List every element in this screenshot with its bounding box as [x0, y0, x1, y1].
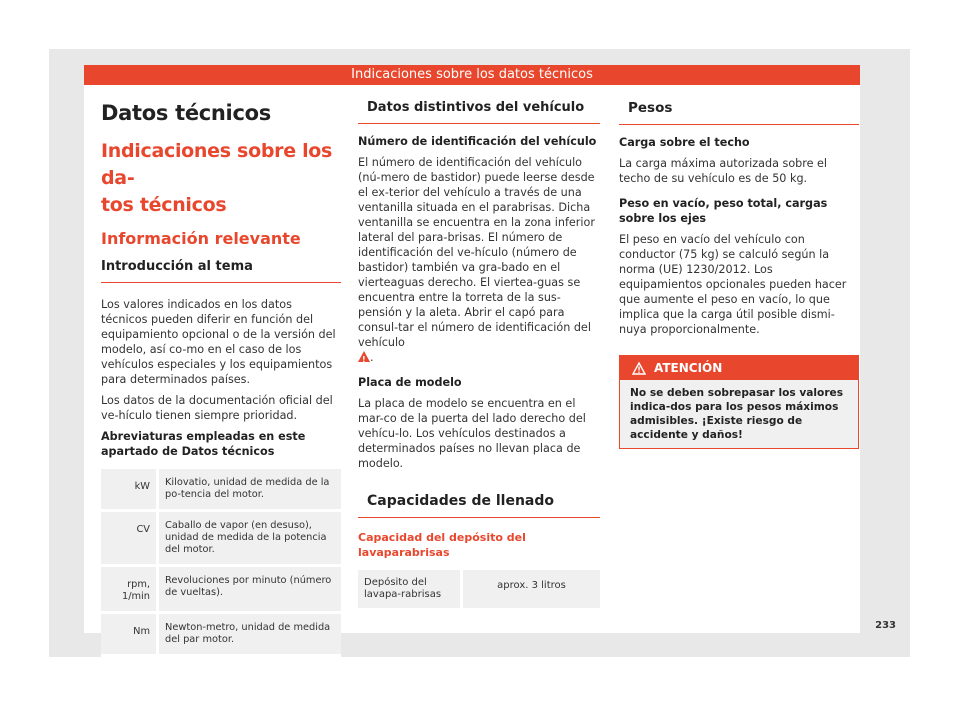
topic-heading: Introducción al tema [101, 257, 341, 283]
intro-paragraph: Los valores indicados en los datos técnicos pueden diferir en función del equipamiento opcional o de la versión del modelo, así co-mo en el caso de los vehículos especiales y los equipamientos para determinados países. [101, 298, 336, 386]
desc-cell: Revoluciones por minuto (número de vueltas). [159, 567, 341, 614]
table-row [101, 567, 341, 614]
plate-paragraph: La placa de modelo se encuentra en el mar-co de la puerta del lado derecho del vehícu-lo. Los vehículos destinados a determinados países no llevan placa de modelo. [358, 397, 586, 470]
header-title: Indicaciones sobre los datos técnicos [84, 65, 860, 85]
subsection-title: Información relevante [101, 229, 301, 248]
capacities-section-title: Capacidades de llenado [358, 493, 600, 518]
table-row [101, 614, 341, 657]
abbreviations-table [101, 469, 341, 657]
warning-header [620, 356, 858, 380]
capacity-label-cell: Depósito del lavapa-rabrisas [358, 570, 463, 611]
vin-title: Número de identificación del vehículo [358, 135, 597, 148]
vehicle-id-section-title: Datos distintivos del vehículo [358, 100, 600, 124]
plate-title: Placa de modelo [358, 376, 462, 389]
washer-title: Capacidad del depósito del lavaparabrisas [358, 531, 526, 559]
desc-cell: Caballo de vapor (en desuso), unidad de medida de la potencia del motor. [159, 512, 341, 567]
section-title [101, 138, 341, 219]
weights-title: Peso en vacío, peso total, cargas sobre los ejes [619, 197, 828, 225]
desc-cell: Newton-metro, unidad de medida del par motor. [159, 614, 341, 657]
warning-icon [358, 351, 370, 362]
right-column [619, 100, 859, 449]
warning-box [619, 355, 859, 449]
abbreviations-title: Abreviaturas empleadas en este apartado de Datos técnicos [101, 430, 306, 458]
vin-text: El número de identificación del vehículo (nú-mero de bastidor) puede leerse desde el ex-terior del vehículo a través de una ventanilla situada en el parabrisas. Dicha ventanilla se encuentra en la zona inferior lateral del para-brisas. El número de identificación del ve-hículo (número de bastidor) también va gra-bado en el vierteaguas derecho. El viertea-guas se encuentra entre la torreta de la sus-pensión y la aleta. Abrir el capó para consul-tar el número de identificación del vehículo [358, 156, 595, 349]
warning-triangle-icon [632, 362, 646, 375]
capacity-value-cell: aprox. 3 litros [463, 570, 600, 611]
section-title-line-1: Indicaciones sobre los da- [101, 140, 333, 189]
desc-cell: Kilovatio, unidad de medida de la po-tencia del motor. [159, 469, 341, 512]
page-number: 233 [875, 620, 896, 631]
vin-end: . [370, 351, 374, 364]
section-title-line-2: tos técnicos [101, 194, 227, 216]
abbr-cell: rpm, 1/min [101, 567, 159, 614]
warning-label: ATENCIÓN [654, 361, 723, 375]
roof-load-title: Carga sobre el techo [619, 136, 750, 149]
table-row [358, 570, 600, 611]
weights-section-title: Pesos [619, 100, 859, 125]
middle-column [358, 100, 600, 611]
table-row [101, 469, 341, 512]
chapter-title: Datos técnicos [101, 101, 271, 125]
priority-paragraph: Los datos de la documentación oficial del ve-hículo tienen siempre prioridad. [101, 394, 333, 422]
abbr-cell: CV [101, 512, 159, 567]
warning-text: No se deben sobrepasar los valores indica-dos para los pesos máximos admisibles. ¡Existe riesgo de accidente y daños! [620, 380, 858, 448]
abbr-cell: Nm [101, 614, 159, 657]
table-row [101, 512, 341, 567]
abbr-cell: kW [101, 469, 159, 512]
vin-paragraph [358, 155, 600, 365]
weights-paragraph: El peso en vacío del vehículo con conductor (75 kg) se calculó según la norma (UE) 1230/2012. Los equipamientos opcionales pueden hacer que aumente el peso en vacío, lo que implica que la carga útil posible dismi-nuya proporcionalmente. [619, 233, 847, 336]
roof-load-paragraph: La carga máxima autorizada sobre el techo de su vehículo es de 50 kg. [619, 157, 828, 185]
left-column [101, 100, 341, 657]
capacity-table [358, 570, 600, 611]
